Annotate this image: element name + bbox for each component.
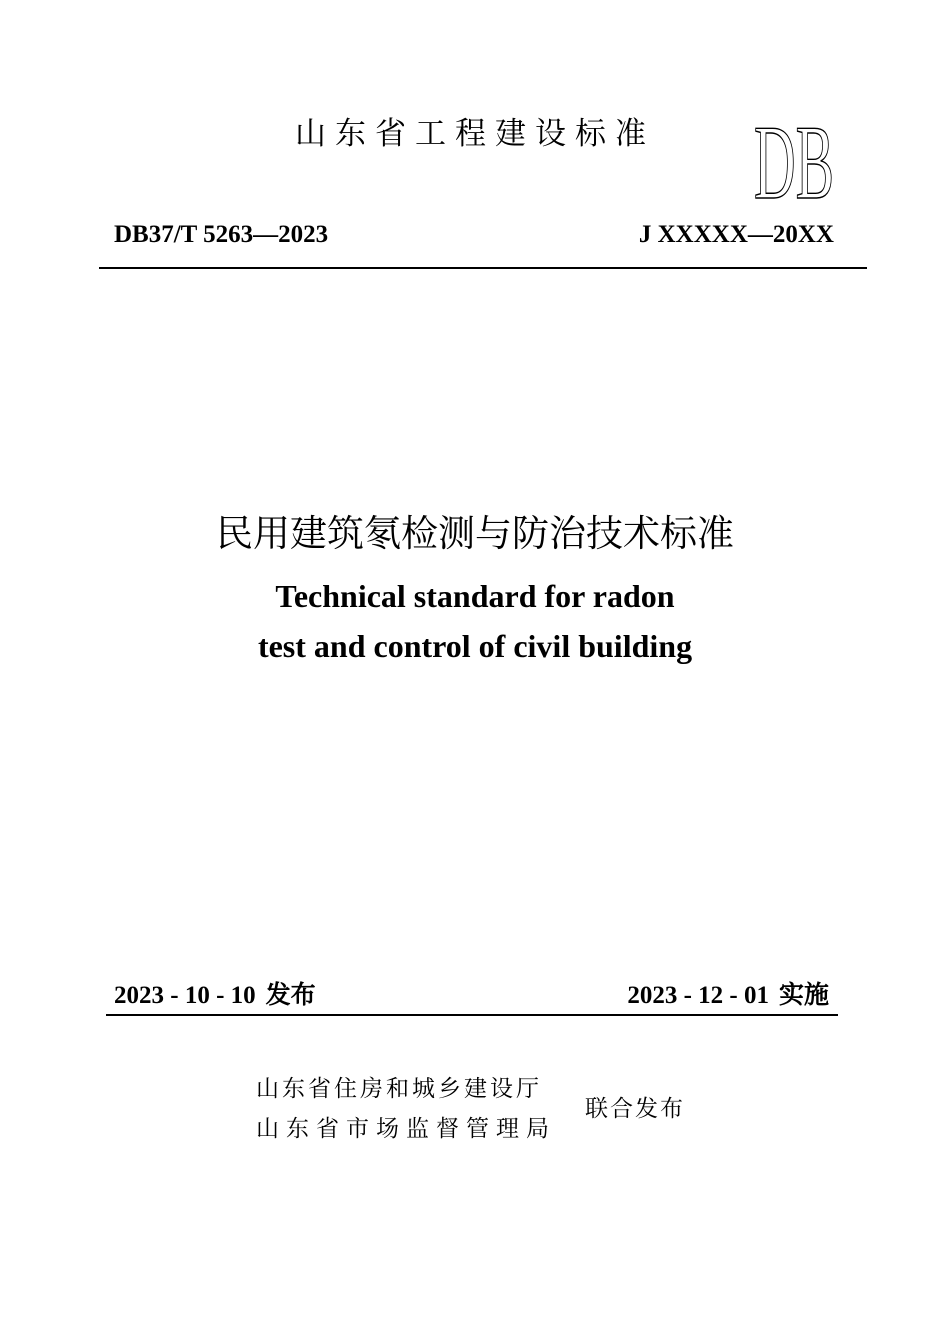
top-divider	[99, 267, 867, 269]
issue-label: 发布	[265, 980, 316, 1009]
bottom-divider	[106, 1014, 838, 1016]
title-english-line1: Technical standard for radon	[275, 578, 675, 614]
header-title: 山东省工程建设标准	[295, 116, 655, 152]
joint-publish-label: 联合发布	[585, 1096, 685, 1122]
issuer-2: 山东省市场监督管理局	[256, 1116, 556, 1142]
db-logo	[752, 100, 836, 222]
issuer-1: 山东省住房和城乡建设厅	[256, 1076, 542, 1102]
standard-number: DB37/T 5263—2023	[114, 221, 329, 248]
effective-date-row	[627, 976, 829, 1015]
issue-date-row	[114, 976, 316, 1015]
title-chinese: 民用建筑氡检测与防治技术标准	[216, 512, 734, 555]
db-logo-text: DB	[754, 104, 834, 222]
issue-date: 2023 - 10 - 10	[114, 982, 256, 1009]
title-english-line2: test and control of civil building	[257, 628, 693, 664]
effective-label: 实施	[778, 980, 829, 1009]
record-number: J XXXXX—20XX	[638, 221, 834, 248]
effective-date: 2023 - 12 - 01	[627, 982, 769, 1009]
